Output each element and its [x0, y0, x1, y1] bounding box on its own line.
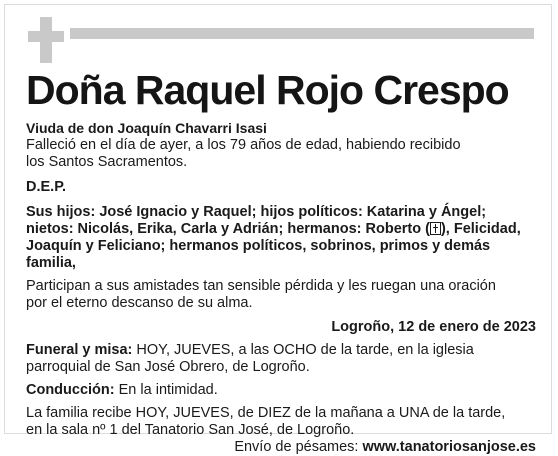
announce-line-1: Participan a sus amistades tan sensible pérdida y les ruegan una oración: [26, 278, 496, 294]
family-line-1: Sus hijos: José Ignacio y Raquel; hijos políticos: Katarina y Ángel;: [26, 204, 487, 220]
condolences-label: Envío de pésames:: [234, 439, 363, 455]
reception-line-2: en la sala nº 1 del Tanatorio San José, de Logroño.: [26, 422, 355, 438]
condolences-link[interactable]: www.tanatoriosanjose.es: [362, 439, 536, 455]
death-notice-line-1: Falleció en el día de ayer, a los 79 años de edad, habiendo recibido: [26, 137, 461, 153]
death-notice-line-2: los Santos Sacramentos.: [26, 154, 188, 170]
reception-line-1: La familia recibe HOY, JUEVES, de DIEZ de la mañana a UNA de la tarde,: [26, 405, 506, 421]
conduction-label: Conducción:: [26, 382, 115, 398]
cross-icon: [28, 17, 64, 63]
family-line-2: nietos: Nicolás, Erika, Carla y Adrián; hermanos: Roberto ( ), Felicidad,: [26, 221, 521, 237]
deceased-cross-icon: [430, 222, 441, 235]
condolences-line: [26, 439, 536, 456]
conduction-line: Conducción: En la intimidad.: [26, 382, 218, 398]
header-bar: [70, 28, 534, 39]
deceased-name: Doña Raquel Rojo Crespo: [26, 67, 509, 113]
obituary-body: [26, 66, 536, 456]
place-date: Logroño, 12 de enero de 2023: [331, 319, 536, 335]
announce-line-2: por el eterno descanso de su alma.: [26, 295, 253, 311]
family-paragraph: [26, 204, 536, 272]
dep-heading: D.E.P.: [26, 179, 67, 195]
funeral-line-2: parroquial de San José Obrero, de Logroño.: [26, 359, 310, 375]
funeral-label: Funeral y misa:: [26, 342, 133, 358]
funeral-line-1: Funeral y misa: HOY, JUEVES, a las OCHO de la tarde, en la iglesia: [26, 342, 474, 358]
widow-of-line: Viuda de don Joaquín Chavarri Isasi: [26, 120, 267, 136]
family-line-3: Joaquín y Feliciano; hermanos políticos, sobrinos, primos y demás familia,: [26, 238, 491, 271]
